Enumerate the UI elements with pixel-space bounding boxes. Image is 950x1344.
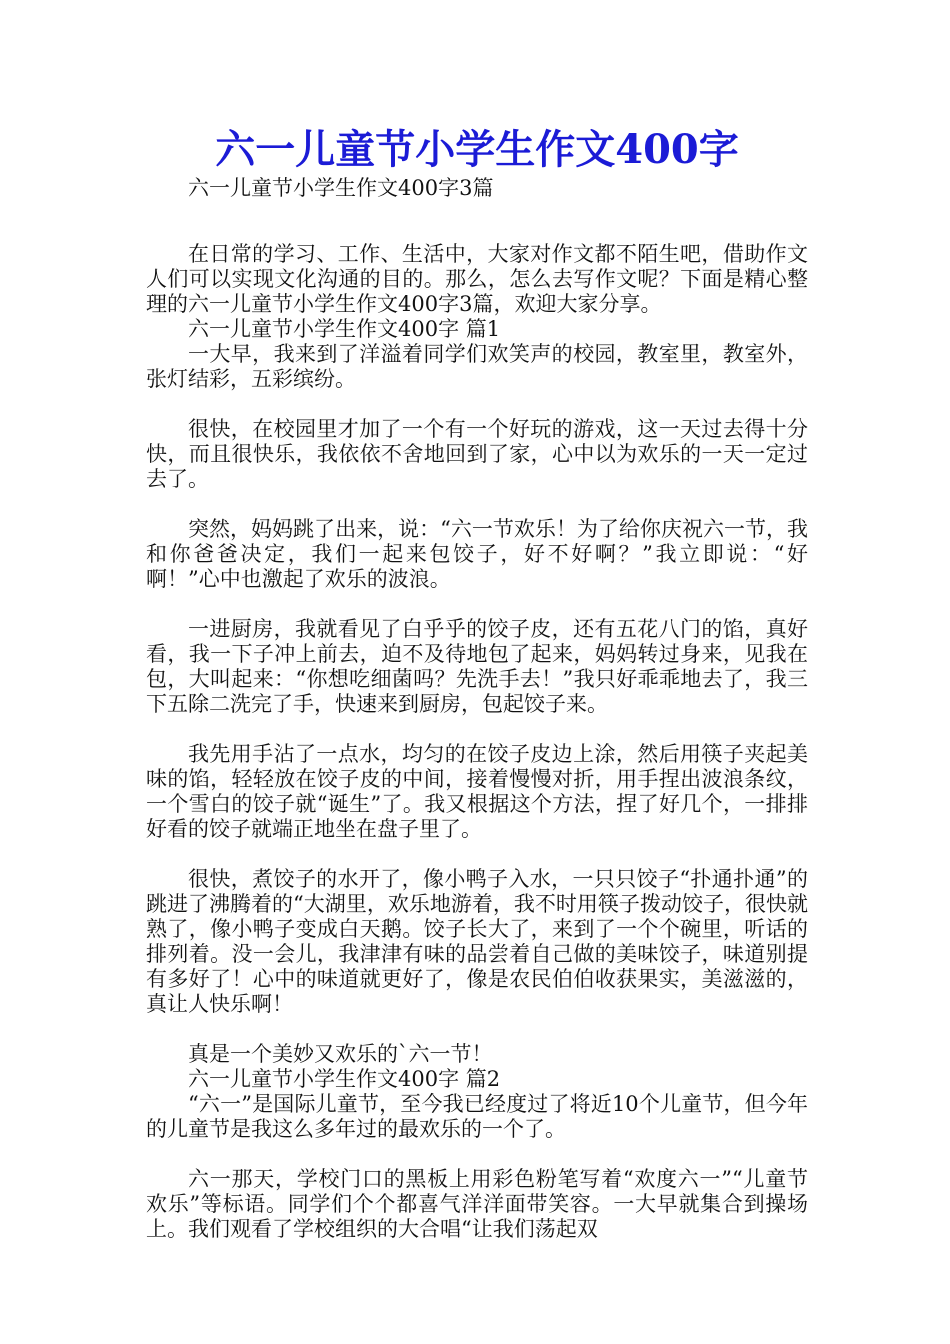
blank-line bbox=[146, 842, 808, 867]
body-paragraph: 一进厨房，我就看见了白乎乎的饺子皮，还有五花八门的馅，真好看，我一下子冲上前去，迫不及待地包了起来，妈妈转过身来，见我在包，大叫起来：“你想吃细菌吗？先洗手去！”我只好乖乖地去了，我三下五除二洗完了手，快速来到厨房，包起饺子来。 bbox=[146, 617, 808, 716]
document-subtitle: 六一儿童节小学生作文400字3篇 bbox=[188, 176, 494, 200]
section-heading-1: 六一儿童节小学生作文400字 篇1 bbox=[188, 317, 501, 341]
body-paragraph: 我先用手沾了一点水，均匀的在饺子皮边上涂，然后用筷子夹起美味的馅，轻轻放在饺子皮的中间，接着慢慢对折，用手捏出波浪条纹，一个雪白的饺子就“诞生”了。我又根据这个方法，捏了好几个，一排排好看的饺子就端正地坐在盘子里了。 bbox=[146, 742, 808, 841]
intro-paragraph: 在日常的学习、工作、生活中，大家对作文都不陌生吧，借助作文人们可以实现文化沟通的目的。那么，怎么去写作文呢？下面是精心整理的六一儿童节小学生作文400字3篇，欢迎大家分享。 bbox=[146, 242, 808, 316]
blank-line bbox=[146, 1017, 808, 1042]
blank-line bbox=[146, 392, 808, 417]
blank-line bbox=[146, 226, 808, 242]
body-paragraph: “六一”是国际儿童节，至今我已经度过了将近10个儿童节，但今年的儿童节是我这么多年过的最欢乐的一个了。 bbox=[146, 1092, 808, 1141]
document-page bbox=[146, 124, 808, 1242]
blank-line bbox=[146, 1142, 808, 1167]
body-paragraph: 很快，煮饺子的水开了，像小鸭子入水，一只只饺子“扑通扑通”的跳进了沸腾着的“大湖里，欢乐地游着，我不时用筷子拨动饺子，很快就熟了，像小鸭子变成白天鹅。饺子长大了，来到了一个个碗里，听话的排列着。没一会儿，我津津有味的品尝着自己做的美味饺子，味道别提有多好了！心中的味道就更好了，像是农民伯伯收获果实，美滋滋的，真让人快乐啊！ bbox=[146, 867, 808, 1016]
body-paragraph: 突然，妈妈跳了出来，说：“六一节欢乐！为了给你庆祝六一节，我和你爸爸决定，我们一起来包饺子，好不好啊？”我立即说：“好啊！”心中也激起了欢乐的波浪。 bbox=[146, 517, 808, 591]
body-paragraph: 真是一个美妙又欢乐的`六一节！ bbox=[188, 1042, 493, 1066]
blank-line bbox=[146, 717, 808, 742]
blank-line bbox=[146, 592, 808, 617]
blank-line bbox=[146, 201, 808, 226]
blank-line bbox=[146, 492, 808, 517]
document-title: 六一儿童节小学生作文400字 bbox=[215, 126, 739, 173]
section-heading-2: 六一儿童节小学生作文400字 篇2 bbox=[188, 1067, 501, 1091]
body-paragraph: 六一那天，学校门口的黑板上用彩色粉笔写着“欢度六一”“儿童节欢乐”等标语。同学们个个都喜气洋洋面带笑容。一大早就集合到操场上。我们观看了学校组织的大合唱“让我们荡起双 bbox=[146, 1167, 808, 1241]
body-paragraph: 一大早，我来到了洋溢着同学们欢笑声的校园，教室里，教室外，张灯结彩，五彩缤纷。 bbox=[146, 342, 808, 391]
body-paragraph: 很快，在校园里才加了一个有一个好玩的游戏，这一天过去得十分快，而且很快乐，我依依不舍地回到了家，心中以为欢乐的一天一定过去了。 bbox=[146, 417, 808, 491]
